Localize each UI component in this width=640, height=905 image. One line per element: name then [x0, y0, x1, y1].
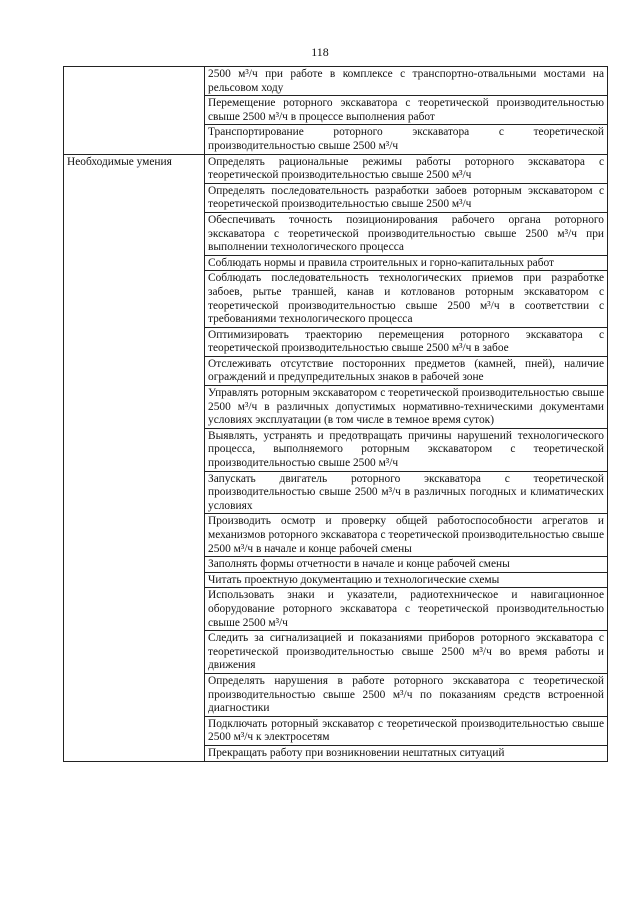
skill-cell: Следить за сигнализацией и показаниями приборов роторного экскаватора с теоретической производительностью свыше 2500 м³/ч во время работы и движения [205, 631, 608, 674]
table-cell: 2500 м³/ч при работе в комплексе с транспортно-отвальными мостами на рельсовом ходу [205, 67, 608, 96]
skill-cell: Соблюдать последовательность технологических приемов при разработке забоев, рытье траншей, канав и котлованов роторным экскаватором с теоретической производительностью свыше 2500 м³/ч в соответствии с требованиями технологического процесса [205, 271, 608, 327]
skill-cell: Производить осмотр и проверку общей работоспособности агрегатов и механизмов роторного экскаватора с теоретической производительностью свыше 2500 м³/ч в начале и конце рабочей смены [205, 514, 608, 557]
skill-cell: Обеспечивать точность позиционирования рабочего органа роторного экскаватора с теоретической производительностью свыше 2500 м³/ч при выполнении технологического процесса [205, 212, 608, 255]
table-row [64, 67, 608, 96]
skill-cell: Отслеживать отсутствие посторонних предметов (камней, пней), наличие ограждений и предупредительных знаков в рабочей зоне [205, 356, 608, 385]
table-cell: Перемещение роторного экскаватора с теоретической производительностью свыше 2500 м³/ч в процессе выполнения работ [205, 96, 608, 125]
skill-cell: Соблюдать нормы и правила строительных и горно-капитальных работ [205, 255, 608, 271]
table-row [64, 154, 608, 183]
skill-cell: Читать проектную документацию и технологические схемы [205, 572, 608, 588]
skill-cell: Использовать знаки и указатели, радиотехническое и навигационное оборудование роторного экскаватора с теоретической производительностью свыше 2500 м³/ч [205, 588, 608, 631]
skill-cell: Подключать роторный экскаватор с теоретической производительностью свыше 2500 м³/ч к электросетям [205, 716, 608, 745]
competency-table [63, 66, 608, 762]
skill-cell: Определять нарушения в работе роторного экскаватора с теоретической производительностью свыше 2500 м³/ч по показаниям средств встроенной диагностики [205, 673, 608, 716]
table-cell: Транспортирование роторного экскаватора с теоретической производительностью свыше 2500 м³/ч [205, 125, 608, 154]
skill-cell: Управлять роторным экскаватором с теоретической производительностью свыше 2500 м³/ч в различных допустимых нормативно-техническими документами условиях эксплуатации (в том числе в темное время суток) [205, 386, 608, 429]
skill-cell: Прекращать работу при возникновении нештатных ситуаций [205, 745, 608, 761]
skill-cell: Заполнять формы отчетности в начале и конце рабочей смены [205, 557, 608, 573]
section-label: Необходимые умения [67, 155, 172, 168]
skill-cell: Определять последовательность разработки забоев роторным экскаватором с теоретической производительностью свыше 2500 м³/ч [205, 183, 608, 212]
section-label-cell [64, 154, 205, 761]
skill-cell: Определять рациональные режимы работы роторного экскаватора с теоретической производительностью свыше 2500 м³/ч [205, 154, 608, 183]
skill-cell: Запускать двигатель роторного экскаватора с теоретической производительностью свыше 2500 м³/ч в различных погодных и климатических условиях [205, 471, 608, 514]
skill-cell: Выявлять, устранять и предотвращать причины нарушений технологического процесса, выполняемого роторным экскаватором с теоретической производительностью свыше 2500 м³/ч [205, 428, 608, 471]
skill-cell: Оптимизировать траекторию перемещения роторного экскаватора с теоретической производительностью свыше 2500 м³/ч в забое [205, 327, 608, 356]
page-number: 118 [311, 45, 329, 59]
empty-label-cell [64, 67, 205, 155]
